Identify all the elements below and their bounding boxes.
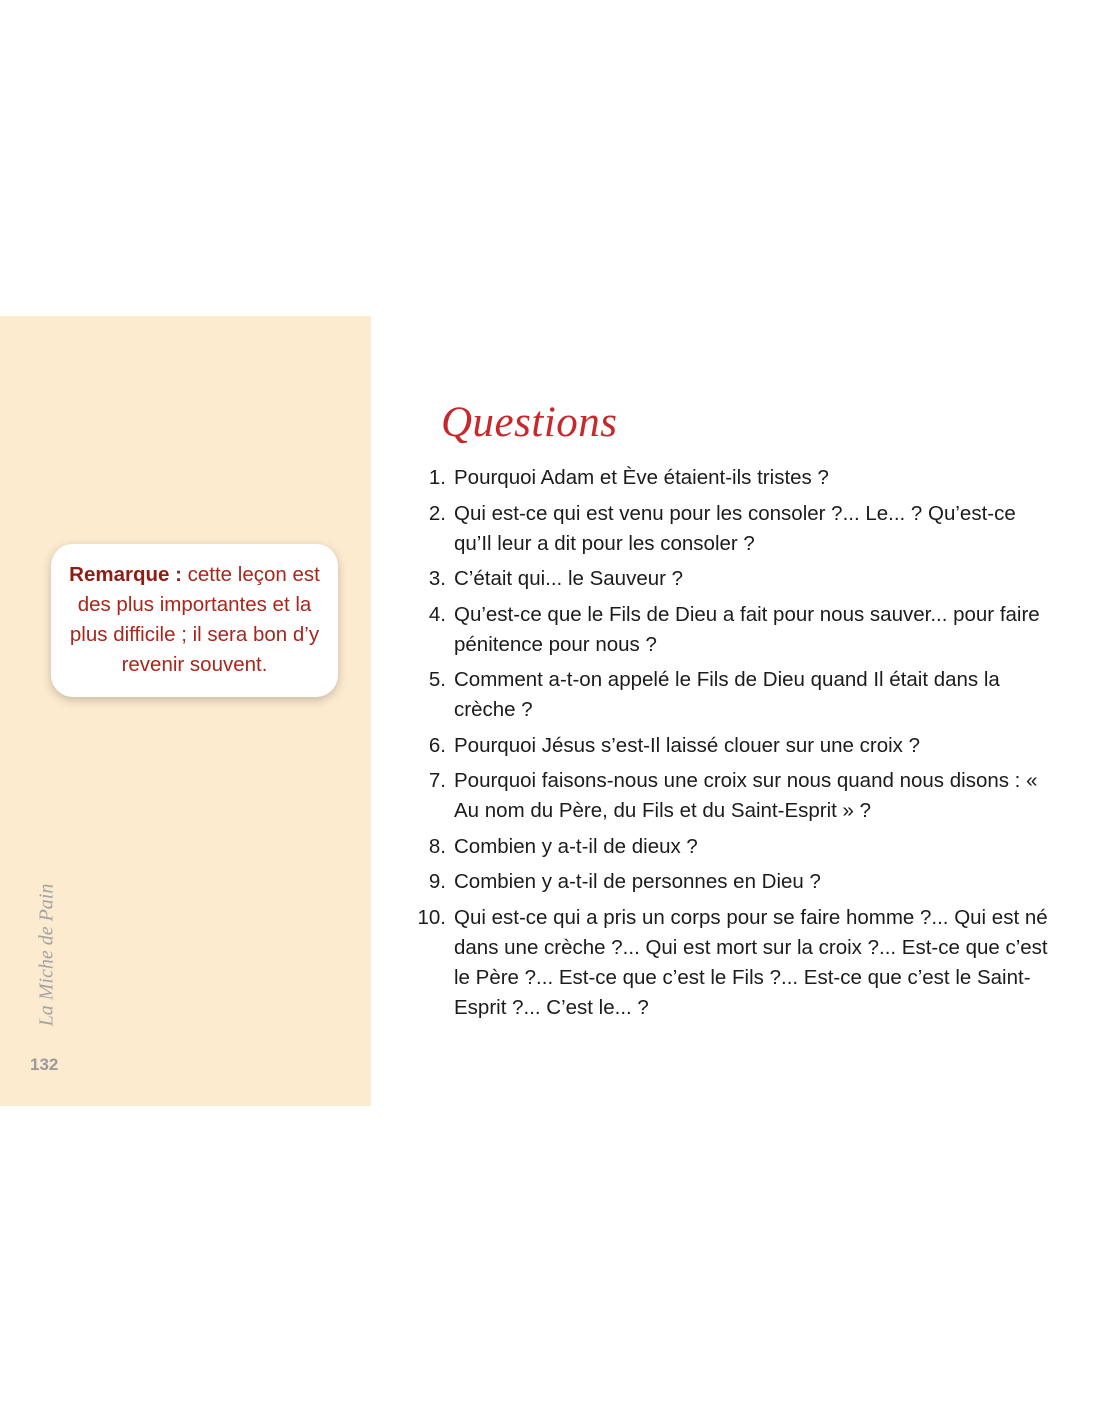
question-text: Qu’est-ce que le Fils de Dieu a fait pour nous sauver... pour faire pénitence pour nous ? bbox=[454, 602, 1040, 656]
question-item bbox=[410, 832, 1050, 862]
page-number: 132 bbox=[30, 1055, 59, 1074]
question-text: C’était qui... le Sauveur ? bbox=[454, 567, 684, 590]
question-number: 1. bbox=[428, 466, 446, 489]
remark-text: cette leçon est des plus importantes et la plus difficile ; il sera bon d’y revenir souvent. bbox=[69, 563, 320, 676]
question-list bbox=[410, 463, 1050, 1028]
question-text: Combien y a-t-il de dieux ? bbox=[454, 834, 698, 858]
question-text: Pourquoi faisons-nous une croix sur nous quand nous disons : « Au nom du Père, du Fils et du Saint-Esprit » ? bbox=[454, 769, 1038, 822]
question-number: 3. bbox=[428, 567, 446, 590]
question-text: Combien y a-t-il de personnes en Dieu ? bbox=[454, 870, 821, 893]
remark-label: Remarque : bbox=[69, 563, 182, 586]
question-text: Qui est-ce qui a pris un corps pour se faire homme ?... Qui est né dans une crèche ?... Qui est mort sur la croix ?... Est-ce que c’est le Père ?... Est-ce que c’est le Fils ?... Est-ce que c’est le Saint-Esprit ?... C’est le... ? bbox=[454, 905, 1048, 1019]
question-item bbox=[410, 903, 1050, 1023]
question-number: 9. bbox=[428, 870, 446, 893]
question-number: 2. bbox=[428, 501, 446, 525]
question-text: Pourquoi Adam et Ève étaient-ils tristes ? bbox=[454, 466, 829, 489]
question-number: 5. bbox=[428, 668, 446, 691]
question-item bbox=[410, 665, 1050, 725]
question-item bbox=[410, 463, 1050, 493]
question-number: 7. bbox=[428, 769, 446, 792]
question-item bbox=[410, 867, 1050, 897]
question-item bbox=[410, 766, 1050, 826]
remark-card bbox=[51, 544, 338, 697]
question-number: 6. bbox=[428, 733, 446, 757]
question-item bbox=[410, 731, 1050, 761]
question-text: Comment a-t-on appelé le Fils de Dieu quand Il était dans la crèche ? bbox=[454, 668, 1000, 721]
question-item bbox=[410, 564, 1050, 594]
question-number: 10. bbox=[417, 905, 446, 929]
question-item bbox=[410, 600, 1050, 660]
page-title: Questions bbox=[441, 399, 618, 446]
question-number: 4. bbox=[428, 602, 446, 626]
question-number: 8. bbox=[428, 834, 446, 858]
question-text: Pourquoi Jésus s’est-Il laissé clouer sur une croix ? bbox=[454, 733, 921, 757]
running-title: La Miche de Pain bbox=[35, 883, 58, 1027]
question-text: Qui est-ce qui est venu pour les consoler ?... Le... ? Qu’est-ce qu’Il leur a dit pour les consoler ? bbox=[454, 501, 1016, 555]
question-item bbox=[410, 499, 1050, 559]
